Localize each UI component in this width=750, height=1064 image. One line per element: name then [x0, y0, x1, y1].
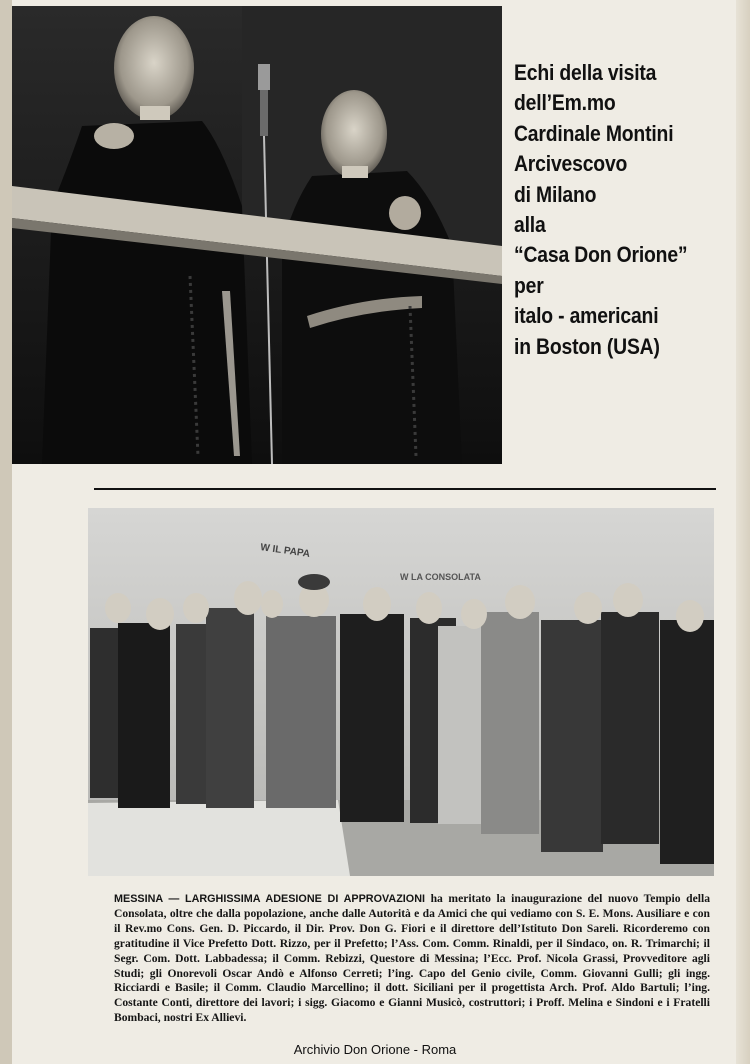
page-left-strip: [0, 0, 12, 1064]
title-line: Echi della visita: [514, 60, 657, 85]
banner-text: W IL PAPA: [259, 542, 311, 560]
title-line: dell’Em.mo: [514, 90, 616, 116]
photo-cardinal-montini: [12, 6, 502, 464]
section-divider: [94, 488, 716, 490]
page-right-edge: [736, 0, 750, 1064]
title-line: di Milano: [514, 181, 597, 207]
article-title: [514, 58, 703, 362]
photo-caption: [114, 892, 710, 1026]
title-line: in Boston (USA): [514, 333, 660, 359]
title-line: alla: [514, 212, 546, 238]
archive-footer: Archivio Don Orione - Roma: [293, 1042, 457, 1057]
title-line: italo - americani: [514, 303, 659, 329]
title-line: “Casa Don Orione”: [514, 242, 688, 268]
caption-lead: MESSINA — LARGHISSIMA ADESIONE DI APPROVAZIONI: [114, 893, 425, 905]
title-line: Cardinale Montini: [514, 120, 674, 146]
caption-body: ha meritato la inaugurazione del nuovo Tempio della Consolata, oltre che dalla popolazione, anche dalle Autorità e da Amici che qui vediamo con S. E. Mons. Ausiliare e con il Rev.mo Cons. Gen. D. Piccardo, il Dir. Prov. Don G. Fiori e il direttore dell’Istituto Don Sareli. Ricorderemo con gratitudine il Vice Prefetto Dott. Rizzo, per il Prefetto; l’Ass. Com. Comm. Rinaldi, per il Sindaco, on. R. Trimarchi; il Segr. Com. Dott. Labbadessa; il Comm. Rebizzi, Questore di Messina; l’Ecc. Prof. Nicola Grassi, Provveditore agli Studi; gli Onorevoli Oscar Andò e Alfonso Cerreti; l’ing. Capo del Genio civile, Comm. Giovanni Gulli; gli ingg. Ricciardi e Basile; il Comm. Claudio Marcellino; il dott. Siciliani per il progettista Arch. Prof. Aldo Bartuli; l’ing. Costante Conti, direttore dei lavori; i sigg. Giacomo e Gianni Musicò, costruttori; i Proff. Melina e Sindoni e i Fratelli Bombaci, nostri Ex Allievi.: [114, 892, 710, 1025]
photo-messina-group-image: [88, 508, 714, 876]
banner-text: W LA CONSOLATA: [400, 572, 481, 582]
photo-cardinal-montini-image: [12, 6, 502, 464]
title-line: per: [514, 272, 544, 298]
photo-messina-group: [88, 508, 714, 876]
title-line: Arcivescovo: [514, 151, 628, 177]
